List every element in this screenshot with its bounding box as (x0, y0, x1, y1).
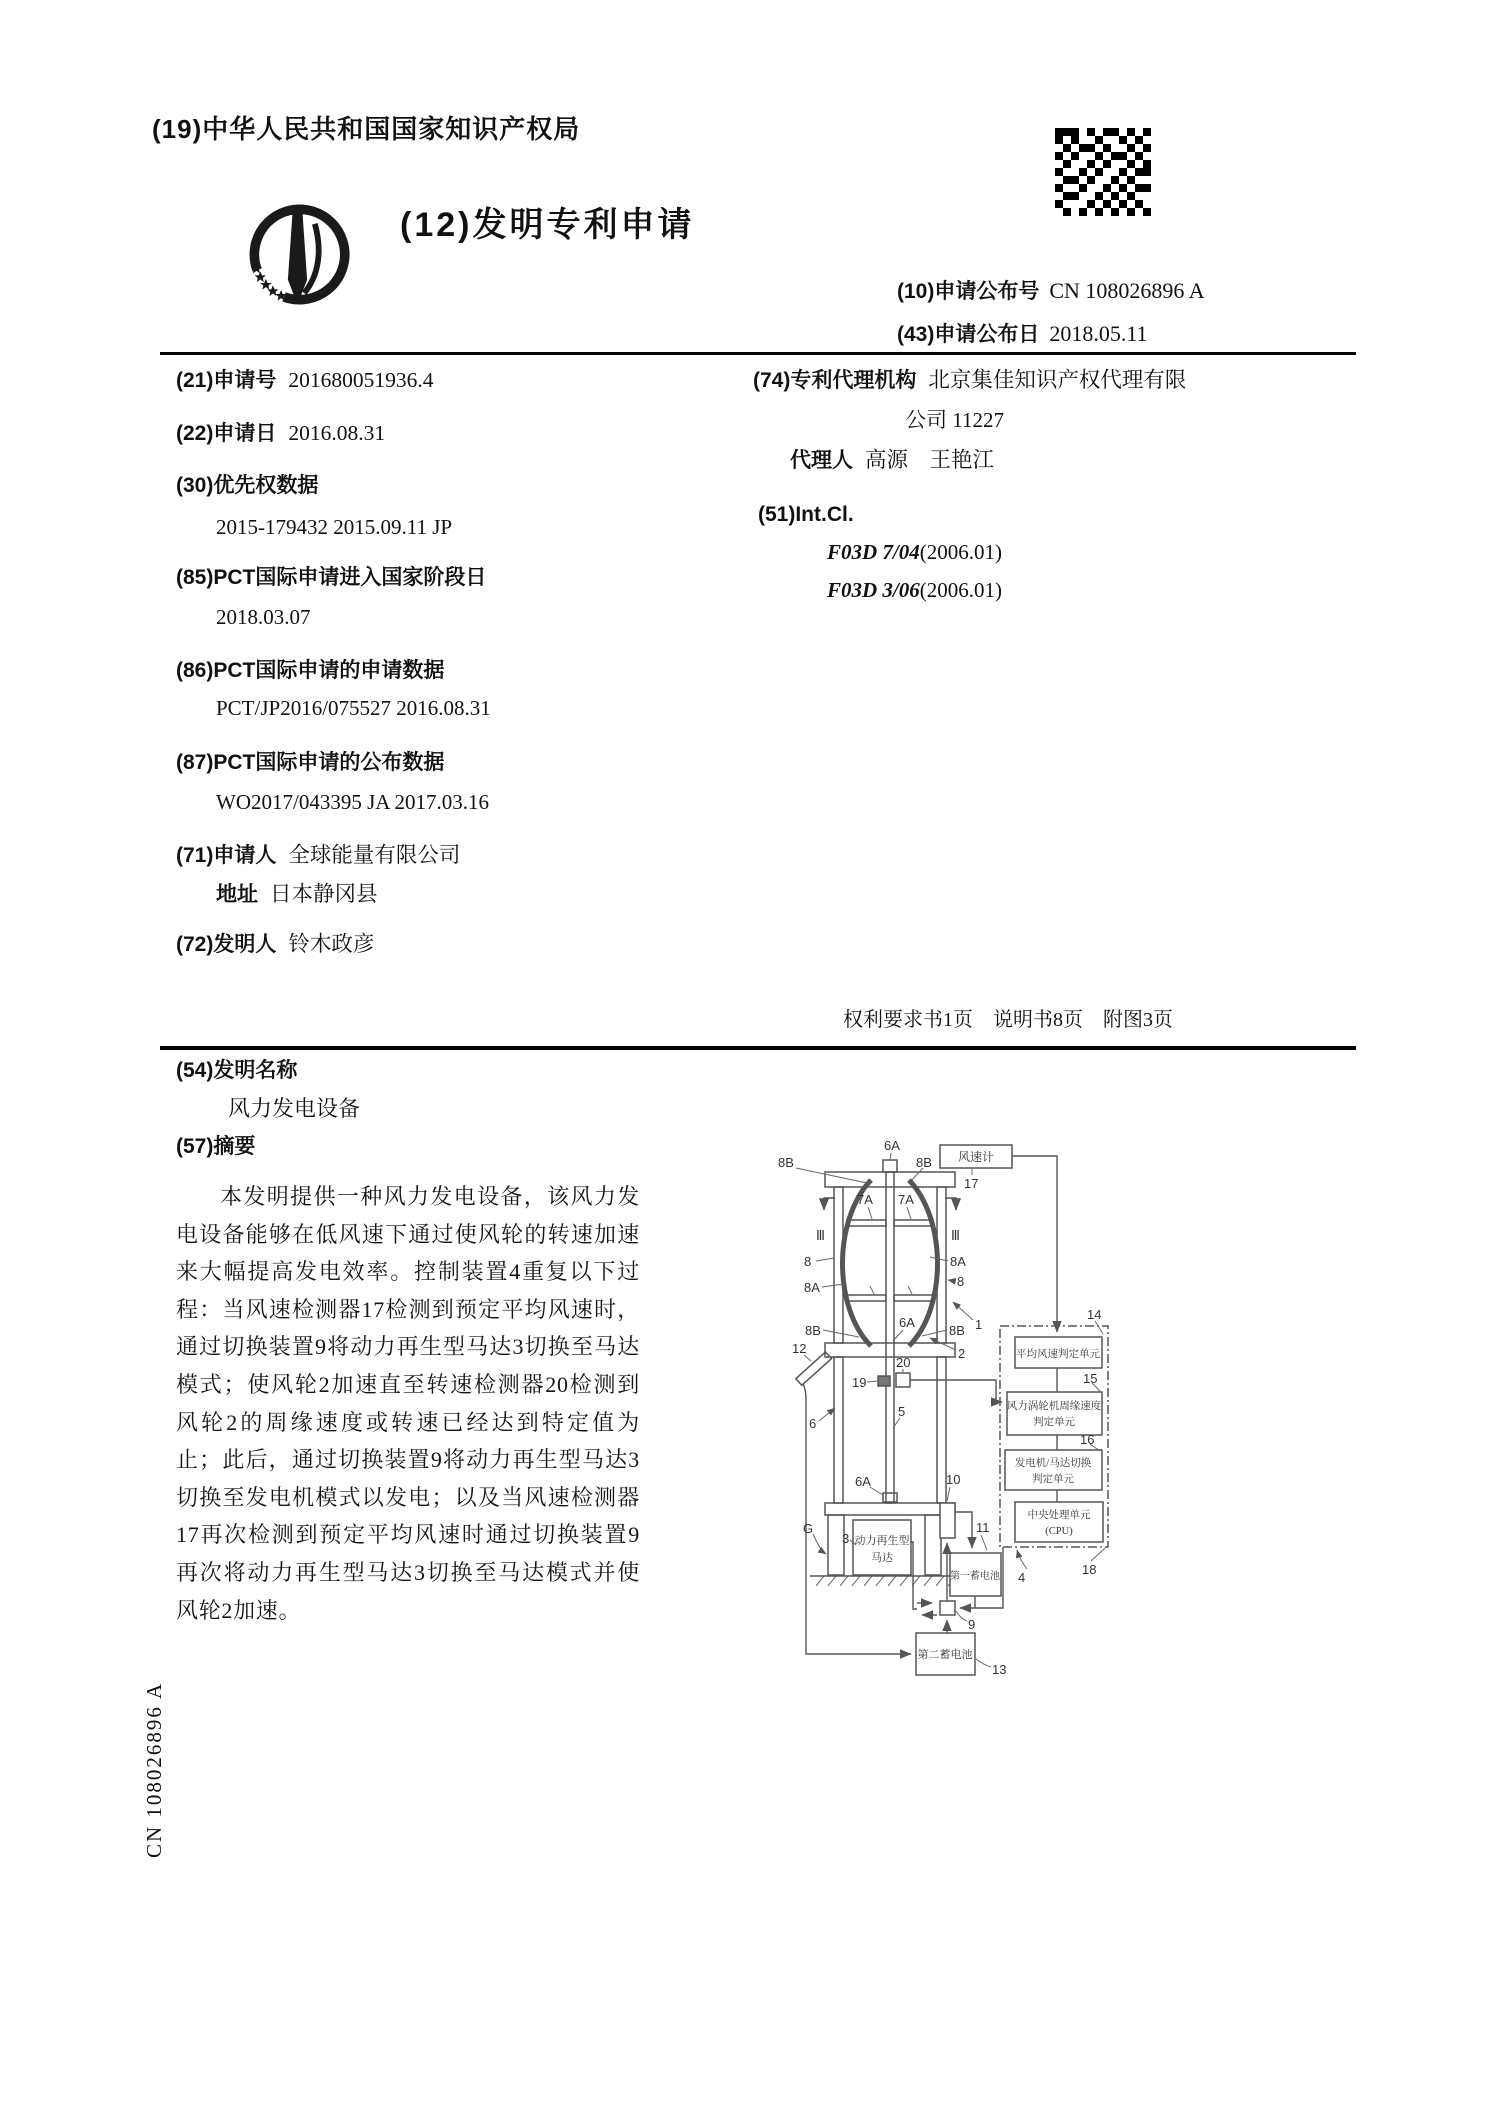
invention-title-label: (54)发明名称 (176, 1059, 298, 1082)
abstract-divider (160, 1046, 1356, 1050)
publication-date-line (897, 321, 1148, 347)
ref-16: 16 (1080, 1432, 1095, 1447)
page-counts: 权利要求书1页 说明书8页 附图3页 (843, 1009, 1173, 1031)
cnipa-logo-icon (235, 195, 360, 320)
field-ipc-1: F03D 7/04(2006.01) (827, 540, 1003, 564)
field-pct-national-date-value: 2018.03.07 (216, 605, 311, 629)
publication-date-label: (43)申请公布日 (897, 323, 1040, 346)
field-applicant: (71)申请人 全球能量有限公司 (176, 843, 461, 867)
field-pct-national-date-label: (85)PCT国际申请进入国家阶段日 (176, 566, 487, 589)
ref-14: 14 (1087, 1307, 1102, 1322)
converter-box-10 (940, 1503, 955, 1538)
ref-6: 6 (809, 1416, 817, 1431)
barcode (1055, 128, 1151, 218)
ref-17: 17 (964, 1176, 979, 1191)
switch-box-9 (940, 1601, 955, 1615)
abstract-label: (57)摘要 (176, 1135, 256, 1158)
ref-III-right: Ⅲ (951, 1228, 960, 1243)
ref-8B-top-left: 8B (778, 1155, 794, 1170)
gen-motor-switch-label-1: 发电机/马达切换 (1014, 1458, 1092, 1469)
ref-6A-mid: 6A (899, 1315, 915, 1330)
figure-1-wind-turbine-diagram (620, 1080, 1280, 1710)
ref-19: 19 (852, 1375, 867, 1390)
motor-box (853, 1520, 911, 1575)
ref-15: 15 (1083, 1371, 1098, 1386)
ref-8A-right: 8A (950, 1254, 966, 1269)
field-pct-application-data-value: PCT/JP2016/075527 2016.08.31 (216, 696, 491, 720)
sidebar-publication-number: CN 108026896 A (142, 1681, 166, 1858)
ref-8B-bottom-left: 8B (805, 1323, 821, 1338)
ref-G: G (803, 1521, 814, 1536)
field-priority-data-value: 2015-179432 2015.09.11 JP (216, 515, 453, 539)
field-agents: 代理人 高源 王艳江 (790, 448, 995, 472)
ref-8-left: 8 (804, 1254, 812, 1269)
document-type-title: (12)发明专利申请 (400, 206, 695, 244)
ref-18: 18 (1082, 1562, 1097, 1577)
cpu-label-2: (CPU) (1045, 1526, 1073, 1537)
abstract-text: 本发明提供一种风力发电设备，该风力发电设备能够在低风速下通过使风轮的转速加速来大幅提高发电效率。控制装置4重复以下过程：当风速检测器17检测到预定平均风速时，通过切换装置9将动力再生型马达3切换至马达模式；使风轮2加速直至转速检测器20检测到风轮2的周缘速度或转速已经达到特定值为止；此后，通过切换装置9将动力再生型马达3切换至发电机模式以发电；以及当风速检测器17再次检测到预定平均风速时通过切换装置9再次将动力再生型马达3切换至马达模式并使风轮2加速。 (176, 1184, 640, 1623)
office-name: (19)中华人民共和国国家知识产权局 (152, 114, 581, 144)
field-application-date: (22)申请日 2016.08.31 (176, 421, 386, 445)
field-int-cl-label: (51)Int.Cl. (758, 503, 854, 526)
publication-number-label: (10)申请公布号 (897, 280, 1040, 303)
battery2-label: 第二蓄电池 (917, 1649, 973, 1661)
ref-1: 1 (975, 1317, 983, 1332)
field-applicant-address: 地址 日本静冈县 (216, 882, 378, 906)
battery1-label: 第一蓄电池 (950, 1571, 1000, 1582)
ref-III-left: Ⅲ (816, 1228, 825, 1243)
anemometer-label: 风速计 (957, 1150, 995, 1164)
ref-8B-top-right: 8B (916, 1155, 932, 1170)
peripheral-speed-label-2: 判定单元 (1033, 1417, 1075, 1428)
field-pct-application-data-label: (86)PCT国际申请的申请数据 (176, 659, 445, 682)
publication-number-value: CN 108026896 A (1049, 278, 1205, 303)
ref-13: 13 (992, 1662, 1007, 1677)
ref-8-right: 8 (957, 1274, 965, 1289)
ref-10: 10 (946, 1472, 961, 1487)
publication-date-value: 2018.05.11 (1049, 321, 1148, 346)
header-divider (160, 352, 1356, 355)
ref-11: 11 (976, 1520, 990, 1535)
cpu-label-1: 中央处理单元 (1027, 1510, 1091, 1521)
motor-label-1: 动力再生型 (854, 1535, 910, 1547)
ref-2: 2 (958, 1346, 966, 1361)
publication-number-line (897, 278, 1205, 304)
ref-6A-bottom: 6A (855, 1474, 871, 1489)
field-patent-agency: (74)专利代理机构 北京集佳知识产权代理有限 (753, 368, 1187, 392)
ref-7A-left: 7A (857, 1192, 873, 1207)
field-patent-agency-cont: 公司 11227 (905, 408, 1004, 432)
field-application-number: (21)申请号 201680051936.4 (176, 368, 434, 392)
ref-9: 9 (968, 1617, 976, 1632)
invention-title: 风力发电设备 (228, 1096, 361, 1121)
ref-6A-top: 6A (884, 1138, 900, 1153)
field-inventor: (72)发明人 铃木政彦 (176, 932, 375, 956)
field-pct-publication-data-label: (87)PCT国际申请的公布数据 (176, 751, 445, 774)
ref-3: 3 (842, 1531, 850, 1546)
ref-8A-left: 8A (804, 1280, 820, 1295)
peripheral-speed-label-1: 风力涡轮机周缘速度 (1006, 1401, 1102, 1412)
avg-wind-speed-label: 平均风速判定单元 (1016, 1349, 1100, 1360)
ref-8B-bottom-right: 8B (949, 1323, 965, 1338)
ref-5: 5 (898, 1404, 906, 1419)
field-priority-data-label: (30)优先权数据 (176, 474, 319, 497)
field-ipc-2: F03D 3/06(2006.01) (827, 578, 1003, 602)
field-pct-publication-data-value: WO2017/043395 JA 2017.03.16 (216, 790, 489, 814)
ref-4: 4 (1018, 1570, 1026, 1585)
ref-12: 12 (792, 1341, 807, 1356)
peripheral-speed-box (1007, 1392, 1102, 1435)
ref-20: 20 (896, 1355, 911, 1370)
gen-motor-switch-label-2: 判定单元 (1032, 1474, 1074, 1485)
motor-label-2: 马达 (871, 1552, 893, 1564)
ref-7A-right: 7A (898, 1192, 914, 1207)
